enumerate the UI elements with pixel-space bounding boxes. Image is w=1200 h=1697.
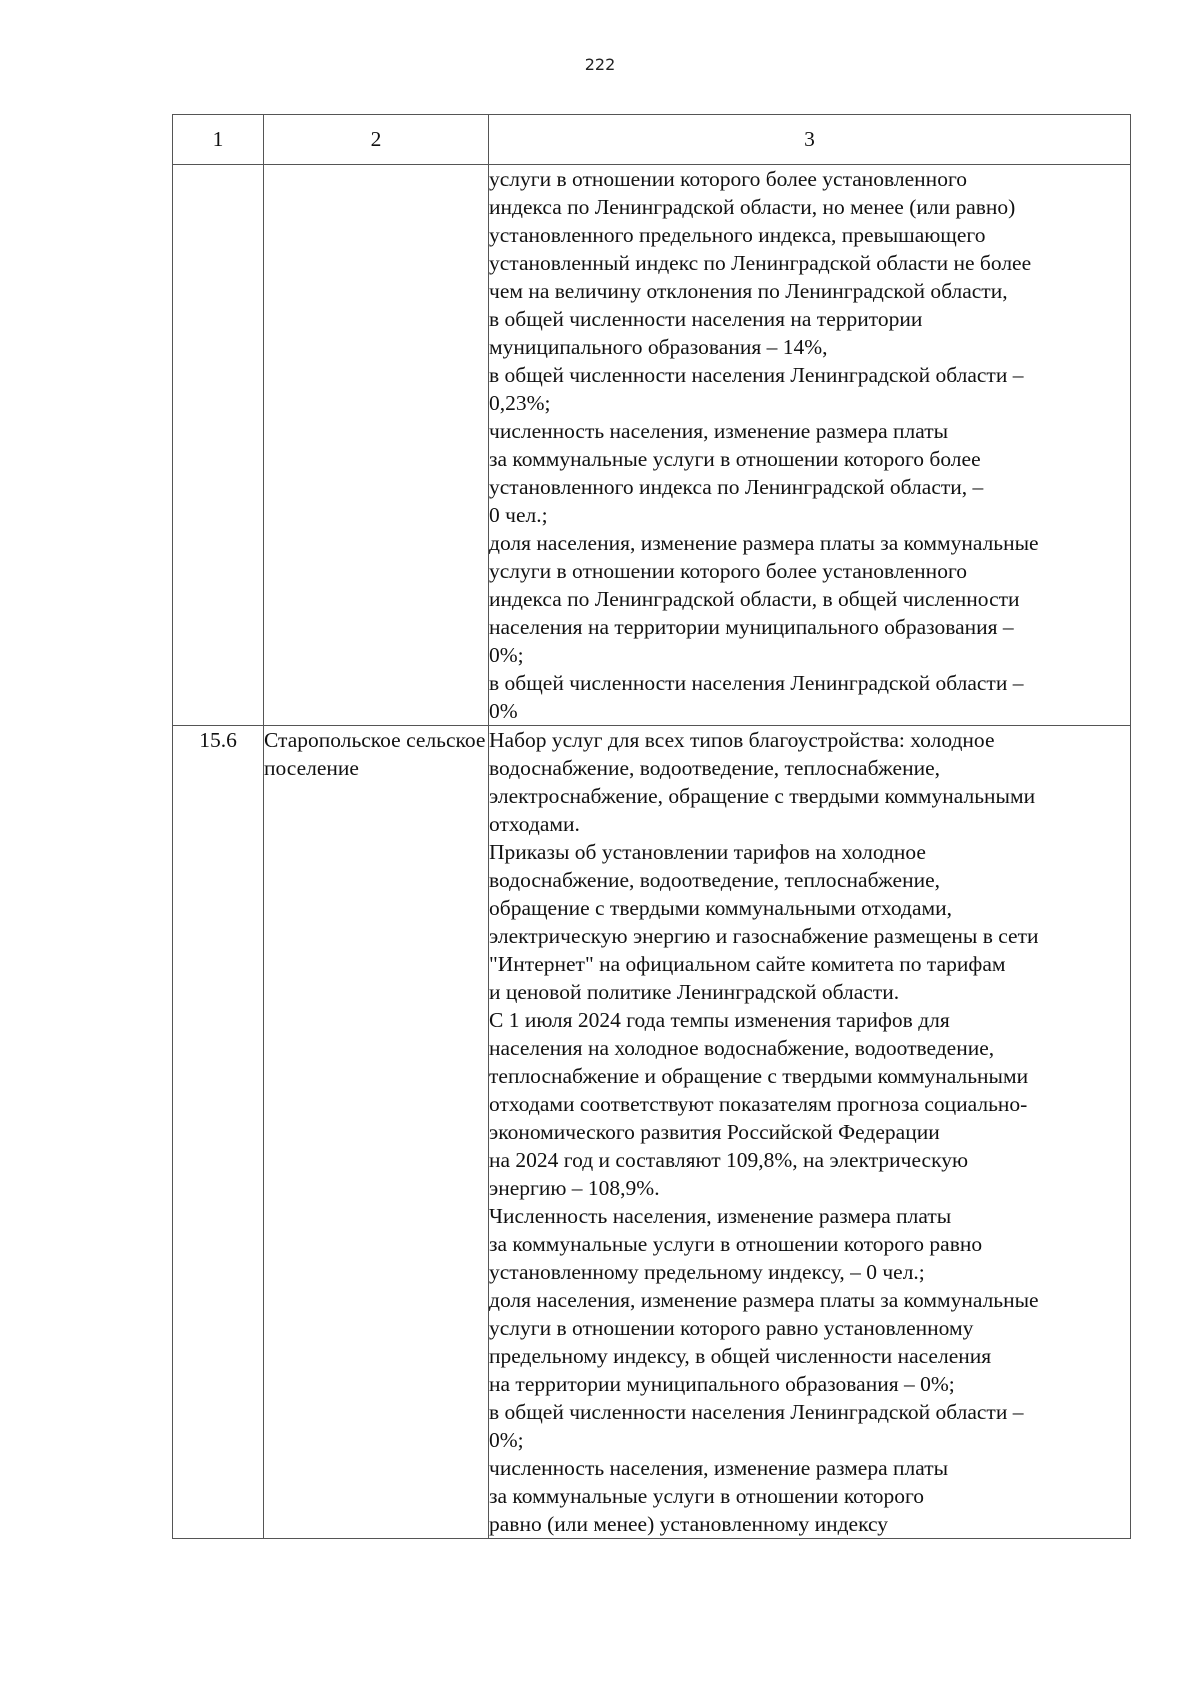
description-line: экономического развития Российской Федерации bbox=[489, 1120, 940, 1144]
municipality-name-cell bbox=[264, 165, 489, 726]
description-line: в общей численности населения Ленинградской области – bbox=[489, 1400, 1024, 1424]
description-line: чем на величину отклонения по Ленинградской области, bbox=[489, 279, 1008, 303]
description-line: населения на территории муниципального образования – bbox=[489, 615, 1014, 639]
description-line: за коммунальные услуги в отношении которого более bbox=[489, 447, 981, 471]
description-line: в общей численности населения Ленинградской области – bbox=[489, 363, 1024, 387]
description-line: Набор услуг для всех типов благоустройства: холодное bbox=[489, 728, 995, 752]
description-line: 0% bbox=[489, 699, 518, 723]
table-row bbox=[173, 165, 1131, 726]
description-line: электроснабжение, обращение с твердыми коммунальными bbox=[489, 784, 1036, 808]
description-line: в общей численности населения на территории bbox=[489, 307, 923, 331]
description-line: доля населения, изменение размера платы за коммунальные bbox=[489, 1288, 1039, 1312]
description-line: предельному индексу, в общей численности населения bbox=[489, 1344, 992, 1368]
row-number-cell: 15.6 bbox=[173, 726, 264, 1539]
description-line: 0 чел.; bbox=[489, 503, 548, 527]
description-line: водоснабжение, водоотведение, теплоснабжение, bbox=[489, 868, 941, 892]
description-line: на 2024 год и составляют 109,8%, на электрическую bbox=[489, 1148, 969, 1172]
description-line: энергию – 108,9%. bbox=[489, 1176, 660, 1200]
description-line: индекса по Ленинградской области, в общей численности bbox=[489, 587, 1020, 611]
description-line: "Интернет" на официальном сайте комитета по тарифам bbox=[489, 952, 1006, 976]
description-line: услуги в отношении которого равно установленному bbox=[489, 1316, 974, 1340]
column-header-3: 3 bbox=[489, 115, 1131, 165]
description-line: численность населения, изменение размера платы bbox=[489, 1456, 949, 1480]
description-line: 0%; bbox=[489, 1428, 524, 1452]
description-line: 0%; bbox=[489, 643, 524, 667]
description-line: теплоснабжение и обращение с твердыми коммунальными bbox=[489, 1064, 1029, 1088]
description-line: за коммунальные услуги в отношении которого равно bbox=[489, 1232, 983, 1256]
description-line: за коммунальные услуги в отношении которого bbox=[489, 1484, 925, 1508]
description-line: С 1 июля 2024 года темпы изменения тарифов для bbox=[489, 1008, 950, 1032]
description-line: услуги в отношении которого более установленного bbox=[489, 559, 967, 583]
description-line: доля населения, изменение размера платы за коммунальные bbox=[489, 531, 1039, 555]
description-line: численность населения, изменение размера платы bbox=[489, 419, 949, 443]
description-line: равно (или менее) установленному индексу bbox=[489, 1512, 889, 1536]
description-line: установленного индекса по Ленинградской области, – bbox=[489, 475, 984, 499]
table-header-row bbox=[173, 115, 1131, 165]
description-line: индекса по Ленинградской области, но менее (или равно) bbox=[489, 195, 1016, 219]
description-line: электрическую энергию и газоснабжение размещены в сети bbox=[489, 924, 1039, 948]
description-line: установленному предельному индексу, – 0 чел.; bbox=[489, 1260, 925, 1284]
description-line: водоснабжение, водоотведение, теплоснабжение, bbox=[489, 756, 941, 780]
description-line: населения на холодное водоснабжение, водоотведение, bbox=[489, 1036, 995, 1060]
page-number: 222 bbox=[584, 55, 616, 74]
description-line: установленный индекс по Ленинградской области не более bbox=[489, 251, 1032, 275]
column-header-1: 1 bbox=[173, 115, 264, 165]
row-number-cell bbox=[173, 165, 264, 726]
description-cell bbox=[489, 726, 1131, 1539]
description-line: 0,23%; bbox=[489, 391, 551, 415]
description-line: отходами соответствуют показателям прогноза социально- bbox=[489, 1092, 1028, 1116]
description-line: обращение с твердыми коммунальными отходами, bbox=[489, 896, 952, 920]
description-cell bbox=[489, 165, 1131, 726]
description-line: отходами. bbox=[489, 812, 580, 836]
description-line: на территории муниципального образования – 0%; bbox=[489, 1372, 955, 1396]
description-line: и ценовой политике Ленинградской области. bbox=[489, 980, 900, 1004]
description-line: установленного предельного индекса, превышающего bbox=[489, 223, 986, 247]
description-line: в общей численности населения Ленинградской области – bbox=[489, 671, 1024, 695]
description-line: услуги в отношении которого более установленного bbox=[489, 167, 967, 191]
data-table bbox=[172, 114, 1131, 1539]
table-row bbox=[173, 726, 1131, 1539]
description-line: Численность населения, изменение размера платы bbox=[489, 1204, 952, 1228]
table-body bbox=[173, 165, 1131, 1539]
description-line: муниципального образования – 14%, bbox=[489, 335, 828, 359]
column-header-2: 2 bbox=[264, 115, 489, 165]
description-line: Приказы об установлении тарифов на холодное bbox=[489, 840, 926, 864]
municipality-name-cell: Старопольское сельское поселение bbox=[264, 726, 489, 1539]
